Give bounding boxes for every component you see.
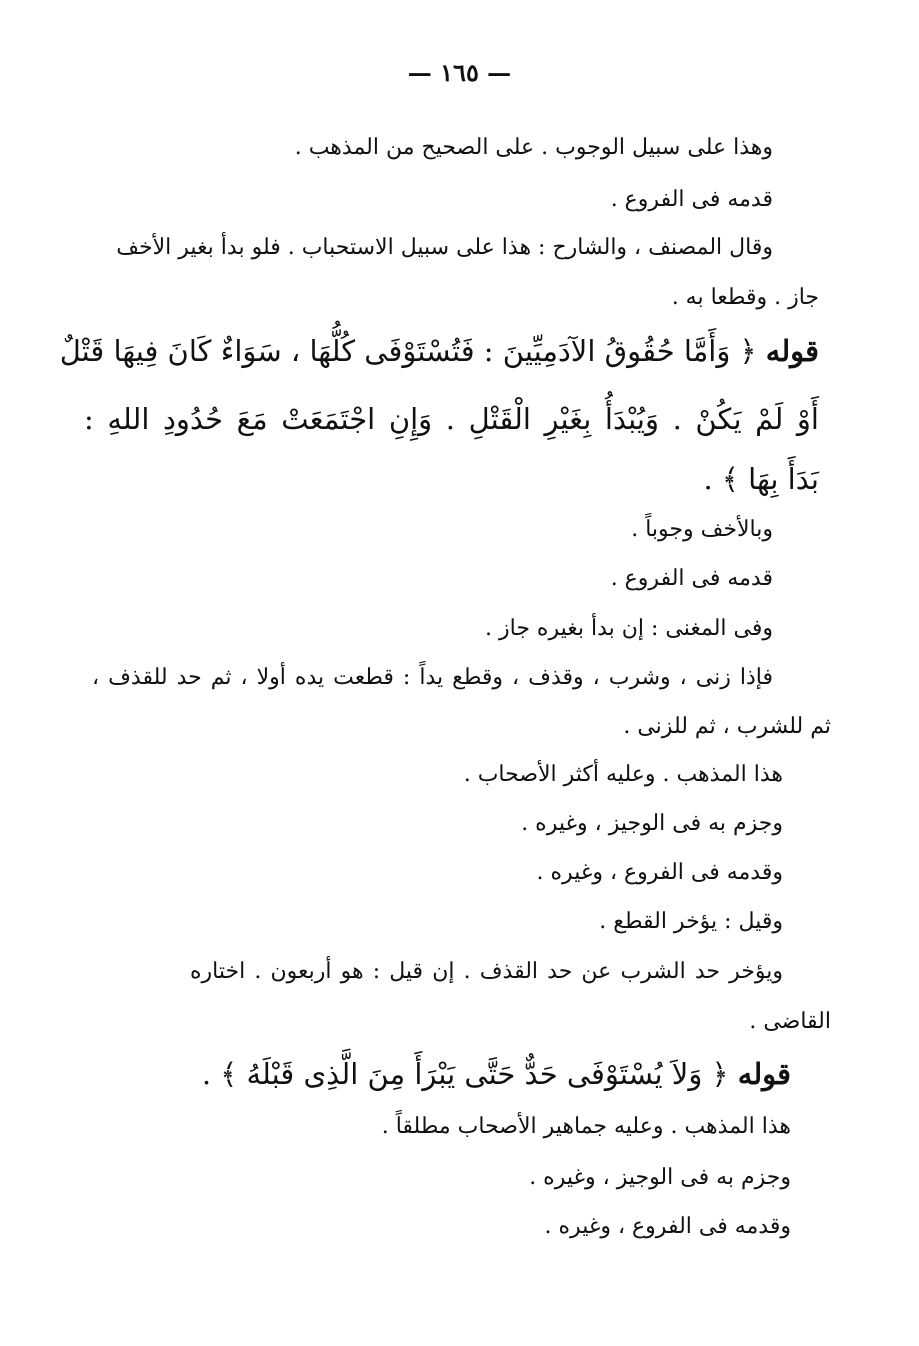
verse-line: أَوْ لَمْ يَكُنْ . وَيُبْدَأُ بِغَيْرِ الْقَتْلِ . وَإِنِ اجْتَمَعَتْ مَعَ حُدُودِ اللهِ : [84,402,819,436]
text-line: قدمه فى الفروع . [610,566,773,591]
verse-label: قوله [765,334,819,368]
verse-line: بَدَأَ بِهَا ﴾ . [703,462,819,496]
verse-line [202,1053,791,1095]
text-line: وقدمه فى الفروع ، وغيره . [536,860,783,885]
text-line: هذا المذهب . وعليه جماهير الأصحاب مطلقاً . [381,1114,791,1139]
page-number: — ١٦٥ — [407,58,512,87]
text-line: وقيل : يؤخر القطع . [599,909,783,934]
text-line: ويؤخر حد الشرب عن حد القذف . إن قيل : هو أربعون . اختاره [190,959,783,984]
text-line: وبالأخف وجوباً . [631,517,773,542]
text-line: وقدمه فى الفروع ، وغيره . [544,1214,791,1239]
text-line: قدمه فى الفروع . [610,187,773,212]
text-line: وجزم به فى الوجيز ، وغيره . [521,811,783,836]
text-line: فإذا زنى ، وشرب ، وقذف ، وقطع يداً : قطعت يده أولا ، ثم حد للقذف ، [92,665,773,690]
text-line: هذا المذهب . وعليه أكثر الأصحاب . [463,762,783,787]
verse-text: ﴿ وَأَمَّا حُقُوقُ الآدَمِيِّينَ : فَتُسْتَوْفَى كُلُّهَا ، سَوَاءٌ كَانَ فِيهَا قَتْلٌ [59,334,757,368]
text-line: جاز . وقطعا به . [671,285,819,310]
text-line: ثم للشرب ، ثم للزنى . [623,714,831,739]
verse-line [59,330,819,372]
text-line: وقال المصنف ، والشارح : هذا على سبيل الاستحباب . فلو بدأ بغير الأخف [116,235,773,260]
text-line: وهذا على سبيل الوجوب . على الصحيح من المذهب . [294,135,773,160]
text-line: وجزم به فى الوجيز ، وغيره . [529,1165,791,1190]
verse-text: ﴿ وَلاَ يُسْتَوْفَى حَدٌّ حَتَّى يَبْرَأَ مِنَ الَّذِى قَبْلَهُ ﴾ . [201,1057,729,1091]
text-line: القاضى . [749,1009,831,1034]
verse-label: قوله [737,1057,791,1091]
text-line: وفى المغنى : إن بدأ بغيره جاز . [485,616,773,641]
